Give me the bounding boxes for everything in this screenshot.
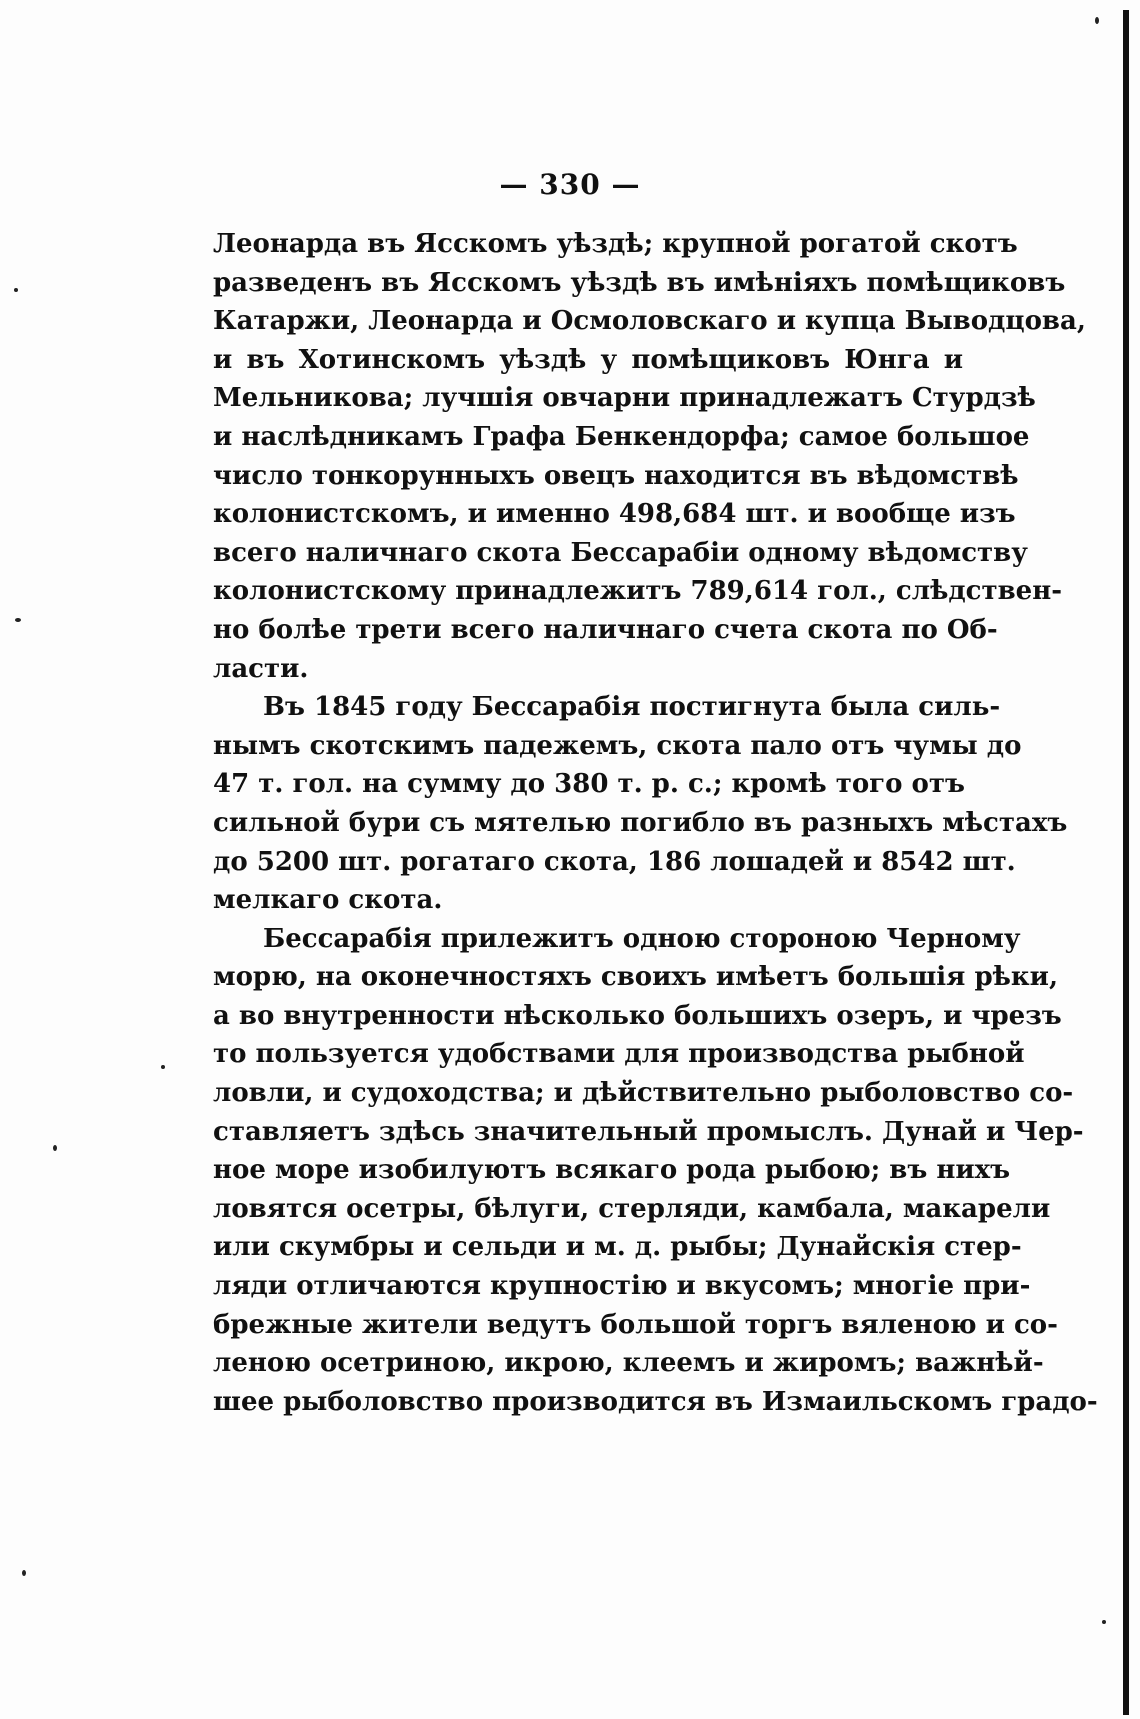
speck [15, 618, 21, 622]
text-line: и наслѣдникамъ Графа Бенкендорфа; самое большое [213, 421, 1030, 452]
speck [53, 1145, 57, 1151]
text-line: разведенъ въ Ясскомъ уѣздѣ въ имѣніяхъ помѣщиковъ [213, 267, 1066, 298]
speck [22, 1570, 26, 1576]
text-line: колонистскомъ, и именно 498,684 шт. и вообще изъ [213, 499, 1016, 530]
text-line: и въ Хотинскомъ уѣздѣ у помѣщиковъ Юнга и [213, 344, 963, 375]
text-line: число тонкорунныхъ овецъ находится въ вѣдомствѣ [213, 460, 1019, 491]
text-line: ласти. [213, 653, 309, 684]
text-line: нымъ скотскимъ падежемъ, скота пало отъ чумы до [213, 730, 1022, 761]
text-line: сильной бури съ мятелью погибло въ разныхъ мѣстахъ [213, 807, 1068, 838]
speck [1095, 17, 1099, 24]
text-line: брежные жители ведутъ большой торгъ вяленою и со- [213, 1309, 1058, 1340]
text-line: Катаржи, Леонарда и Осмоловскаго и купца Выводцова, [213, 306, 1086, 337]
speck [1102, 1620, 1106, 1624]
text-line: ляди отличаются крупностію и вкусомъ; многіе при- [213, 1271, 1031, 1302]
text-line: леною осетриною, икрою, клеемъ и жиромъ; важнѣй- [213, 1348, 1044, 1379]
speck [14, 288, 18, 292]
text-line: но болѣе трети всего наличнаго счета скота по Об- [213, 614, 998, 645]
text-line: то пользуется удобствами для производства рыбной [213, 1039, 1025, 1070]
text-line: Леонарда въ Ясскомъ уѣздѣ; крупной рогатой скотъ [213, 229, 1018, 259]
text-line: или скумбры и сельди и м. д. рыбы; Дунайскія стер- [213, 1232, 1022, 1263]
text-line: 47 т. гол. на сумму до 380 т. р. с.; кромѣ того отъ [213, 769, 965, 800]
text-line: до 5200 шт. рогатаго скота, 186 лошадей и 8542 шт. [213, 846, 1016, 877]
page-edge-rule [1123, 10, 1129, 1715]
text-line: ловятся осетры, бѣлуги, стерляди, камбала, макарели [213, 1193, 1051, 1224]
speck [161, 1065, 165, 1069]
text-line: Въ 1845 году Бессарабія постигнута была силь- [263, 692, 1001, 723]
text-line: шее рыболовство производится въ Измаильскомъ градо- [213, 1386, 1098, 1417]
text-line: Мельникова; лучшія овчарни принадлежатъ Стурдзѣ [213, 383, 1036, 414]
page-number: — 330 — [499, 168, 641, 201]
text-line: Бессарабія прилежитъ одною стороною Черному [263, 923, 1021, 954]
text-line: колонистскому принадлежитъ 789,614 гол., слѣдствен- [213, 576, 1063, 607]
text-line: морю, на оконечностяхъ своихъ имѣетъ большія рѣки, [213, 962, 1059, 993]
text-line: ное море изобилуютъ всякаго рода рыбою; въ нихъ [213, 1155, 1011, 1186]
text-line: а во внутренности нѣсколько большихъ озеръ, и чрезъ [213, 1000, 1062, 1031]
text-line: ставляетъ здѣсь значительный промыслъ. Дунай и Чер- [213, 1116, 1084, 1147]
body-text [213, 225, 1098, 1421]
text-line: ловли, и судоходства; и дѣйствительно рыболовство со- [213, 1078, 1074, 1109]
text-line: всего наличнаго скота Бессарабіи одному вѣдомству [213, 537, 1028, 568]
text-line: мелкаго скота. [213, 885, 443, 916]
